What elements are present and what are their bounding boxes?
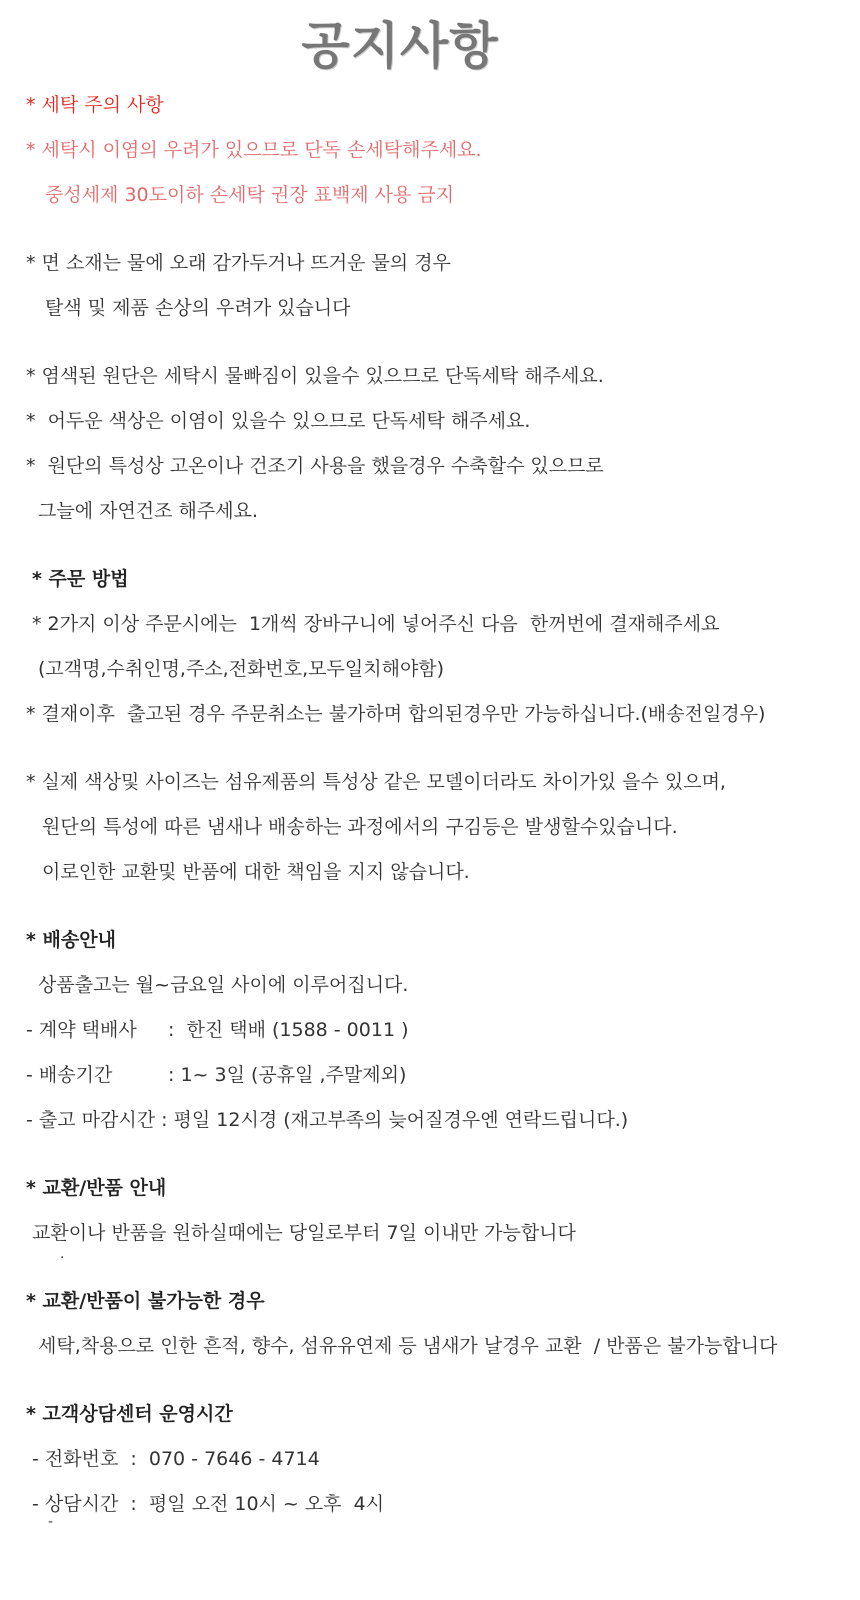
actual-line-2: 원단의 특성에 따른 냄새나 배송하는 과정에서의 구김등은 발생할수있습니다. xyxy=(42,816,678,838)
shipping-heading: * 배송안내 xyxy=(26,929,116,951)
cs-hours: - 상담시간 : 평일 오전 10시 ~ 오후 4시 xyxy=(32,1493,385,1515)
actual-line-1: * 실제 색상및 사이즈는 섬유제품의 특성상 같은 모델이더라도 차이가있 을수 있으며, xyxy=(26,771,726,793)
order-line-3: * 결재이후 출고된 경우 주문취소는 불가하며 합의된경우만 가능하십니다.(배송전일경우) xyxy=(26,703,766,725)
shipping-cutoff: - 출고 마감시간 : 평일 12시경 (재고부족의 늦어질경우엔 연락드립니다.) xyxy=(26,1109,629,1131)
cs-phone: - 전화번호 : 070 - 7646 - 4714 xyxy=(32,1448,320,1470)
cotton-line-2: 탈색 및 제품 손상의 우려가 있습니다 xyxy=(45,297,351,319)
shipping-courier-label: - 계약 택배사 xyxy=(26,1019,137,1041)
cs-heading: * 고객상담센터 운영시간 xyxy=(26,1403,233,1425)
washing-line-1: * 세탁시 이염의 우려가 있으므로 단독 손세탁해주세요. xyxy=(26,139,482,161)
no-exchange-line-1: 세탁,착용으로 인한 흔적, 향수, 섬유유연제 등 냄새가 날경우 교환 / 반품은 불가능합니다 xyxy=(38,1335,778,1357)
actual-line-3: 이로인한 교환및 반품에 대한 책임을 지지 않습니다. xyxy=(42,861,470,883)
shipping-courier-value: : 한진 택배 (1588 - 0011 ) xyxy=(168,1019,409,1041)
order-heading: * 주문 방법 xyxy=(32,568,129,590)
cs-trail: - xyxy=(48,1514,54,1530)
order-line-2: (고객명,수취인명,주소,전화번호,모두일치해야함) xyxy=(38,658,445,680)
exchange-heading: * 교환/반품 안내 xyxy=(26,1177,167,1199)
no-exchange-heading: * 교환/반품이 불가능한 경우 xyxy=(26,1290,265,1312)
washing-line-2: 중성세제 30도이하 손세탁 권장 표백제 사용 금지 xyxy=(45,184,455,206)
exchange-line-1: 교환이나 반품을 원하실때에는 당일로부터 7일 이내만 가능합니다 xyxy=(32,1222,576,1244)
shipping-intro: 상품출고는 월~금요일 사이에 이루어집니다. xyxy=(38,974,409,996)
dyed-line-2: * 어두운 색상은 이염이 있을수 있으므로 단독세탁 해주세요. xyxy=(26,410,531,432)
dyed-line-1: * 염색된 원단은 세탁시 물빠짐이 있을수 있으므로 단독세탁 해주세요. xyxy=(26,365,604,387)
washing-heading: * 세탁 주의 사항 xyxy=(26,94,164,116)
page-title: 공지사항 xyxy=(301,17,499,75)
shipping-period-label: - 배송기간 xyxy=(26,1064,113,1086)
order-line-1: * 2가지 이상 주문시에는 1개씩 장바구니에 넣어주신 다음 한꺼번에 결재해주세요 xyxy=(32,613,720,635)
cotton-line-1: * 면 소재는 물에 오래 감가두거나 뜨거운 물의 경우 xyxy=(26,252,451,274)
shipping-period-value: : 1~ 3일 (공휴일 ,주말제외) xyxy=(168,1064,407,1086)
dyed-line-3: * 원단의 특성상 고온이나 건조기 사용을 했을경우 수축할수 있으므로 xyxy=(26,455,604,477)
exchange-dot: . xyxy=(60,1246,65,1262)
dyed-line-4: 그늘에 자연건조 해주세요. xyxy=(38,500,259,522)
